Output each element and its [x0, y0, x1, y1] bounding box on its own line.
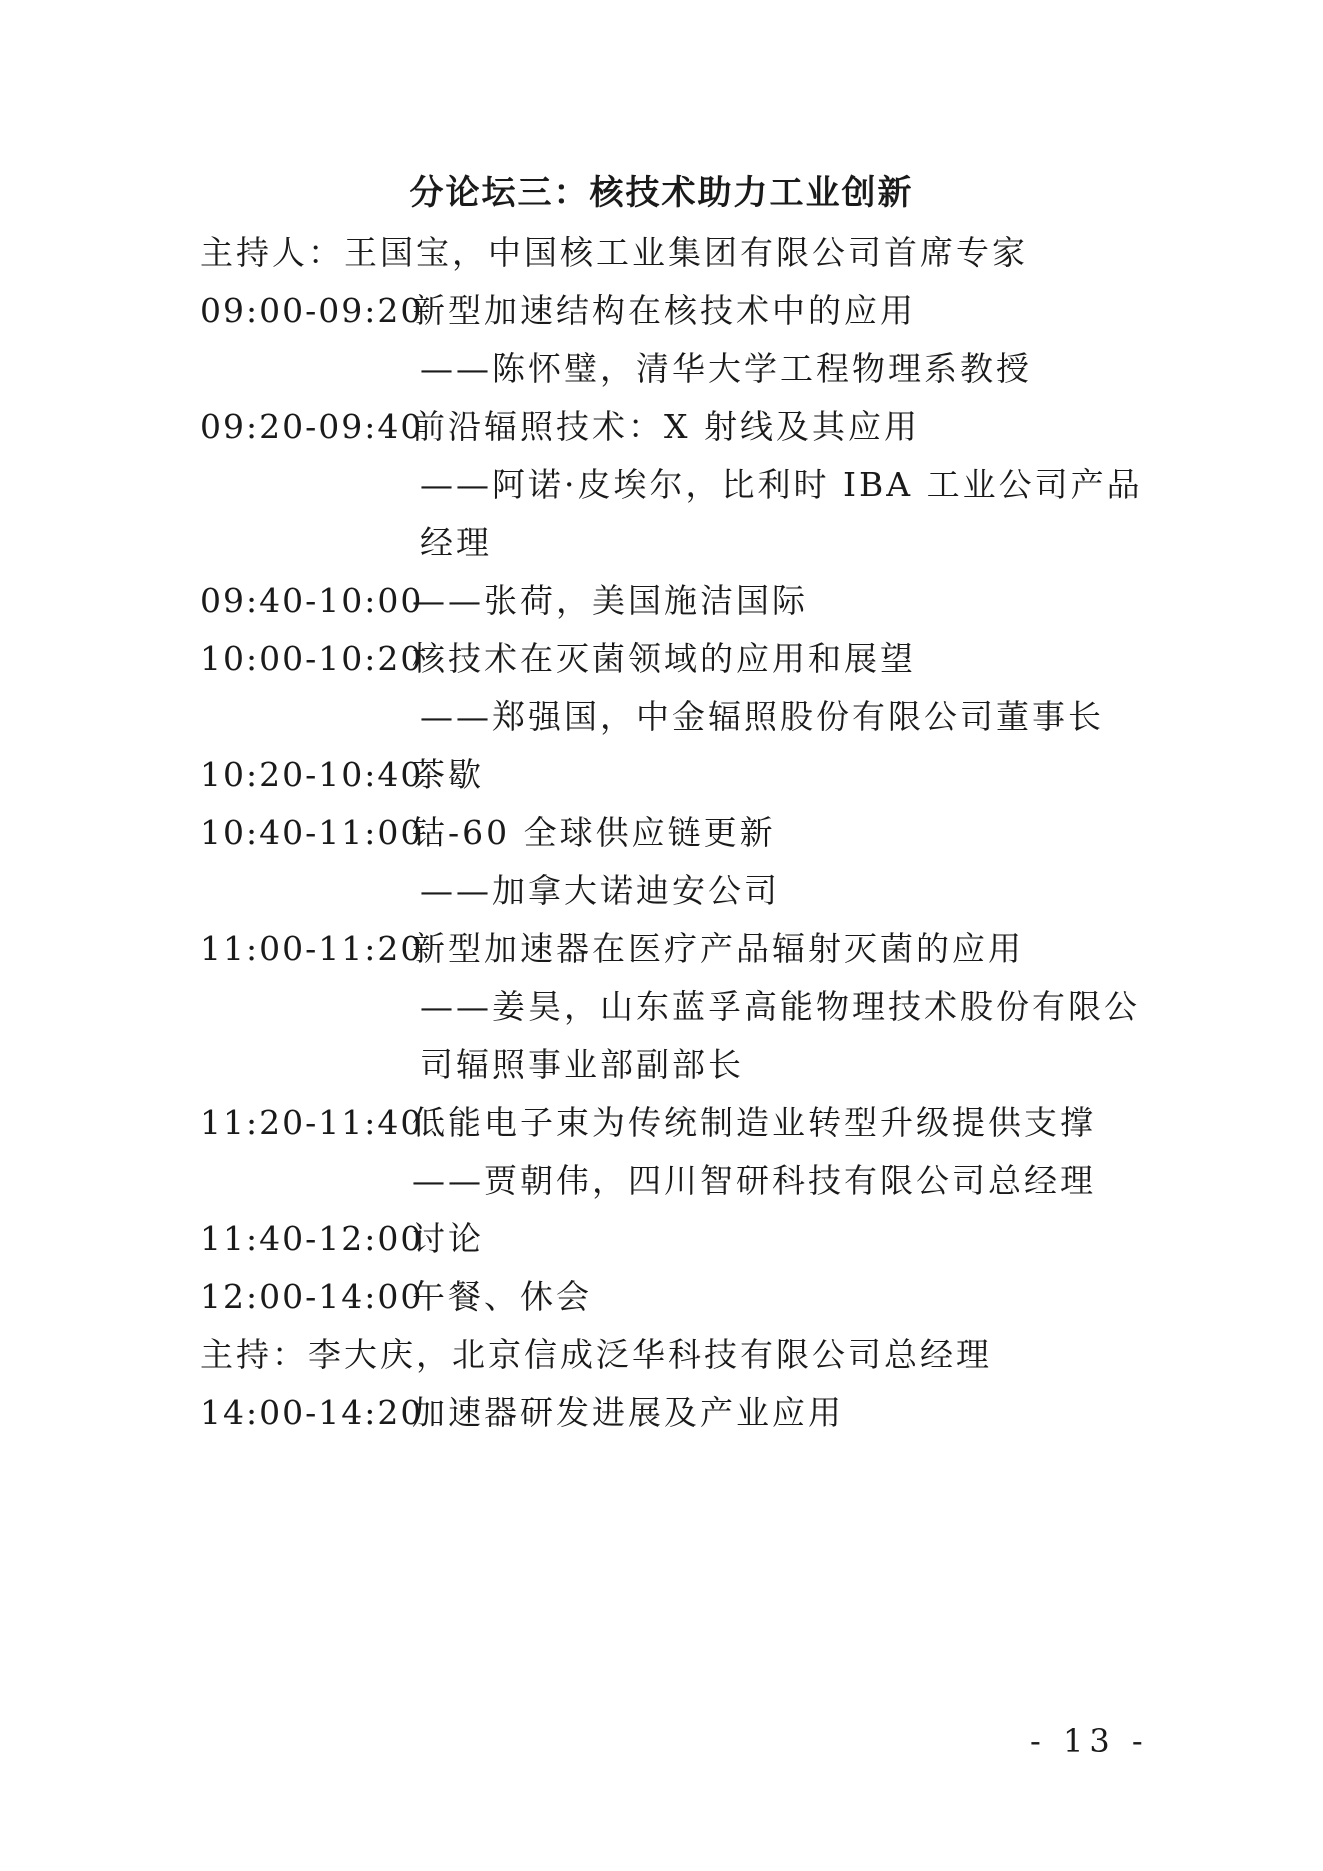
page-title: 分论坛三：核技术助力工业创新: [409, 173, 914, 213]
agenda-item: [200, 286, 916, 336]
session-topic: 核技术在灭菌领域的应用和展望: [412, 639, 916, 678]
agenda-item: [200, 750, 484, 800]
agenda-item: [200, 402, 920, 452]
agenda-item: [200, 808, 776, 858]
agenda-item: [200, 1214, 484, 1264]
session-speaker: ——贾朝伟，四川智研科技有限公司总经理: [412, 1161, 1096, 1200]
host-line-morning: 主持人：王国宝，中国核工业集团有限公司首席专家: [200, 233, 1028, 272]
session-topic: 新型加速器在医疗产品辐射灭菌的应用: [412, 929, 1024, 968]
session-time: 09:40-10:00: [200, 581, 424, 620]
session-topic: 午餐、休会: [412, 1277, 592, 1316]
session-time: 14:00-14:20: [200, 1393, 424, 1432]
session-time: 12:00-14:00: [200, 1277, 424, 1316]
session-speaker-continued: 司辐照事业部副部长: [420, 1045, 744, 1084]
session-time: 10:00-10:20: [200, 639, 424, 678]
session-speaker: ——陈怀璧，清华大学工程物理系教授: [420, 349, 1032, 388]
session-topic: 讨论: [412, 1219, 484, 1258]
session-speaker-continued: 经理: [420, 523, 492, 562]
page-number: - 13 -: [1030, 1722, 1149, 1760]
session-topic: 低能电子束为传统制造业转型升级提供支撑: [412, 1103, 1096, 1142]
session-time: 09:00-09:20: [200, 291, 424, 330]
session-time: 11:40-12:00: [200, 1219, 424, 1258]
agenda-item: [200, 1388, 844, 1438]
session-time: 11:20-11:40: [200, 1103, 424, 1142]
session-topic: 茶歇: [412, 755, 484, 794]
session-speaker: ——加拿大诺迪安公司: [420, 871, 780, 910]
session-topic: 新型加速结构在核技术中的应用: [412, 291, 916, 330]
session-time: 11:00-11:20: [200, 929, 424, 968]
session-speaker: ——阿诺·皮埃尔，比利时 IBA 工业公司产品: [420, 465, 1143, 504]
agenda-item: [200, 1272, 592, 1322]
agenda-item: [200, 924, 1024, 974]
session-time: 10:20-10:40: [200, 755, 424, 794]
session-topic: 钴-60 全球供应链更新: [412, 813, 776, 852]
session-topic: ——张荷，美国施洁国际: [412, 581, 808, 620]
session-speaker: ——郑强国，中金辐照股份有限公司董事长: [420, 697, 1104, 736]
session-topic: 前沿辐照技术：X 射线及其应用: [412, 407, 920, 446]
agenda-item: [200, 634, 916, 684]
session-topic: 加速器研发进展及产业应用: [412, 1393, 844, 1432]
agenda-item: [200, 1098, 1096, 1148]
session-time: 09:20-09:40: [200, 407, 424, 446]
host-line-afternoon: 主持：李大庆，北京信成泛华科技有限公司总经理: [200, 1335, 992, 1374]
session-time: 10:40-11:00: [200, 813, 424, 852]
agenda-item: [200, 576, 808, 626]
session-speaker: ——姜昊，山东蓝孚高能物理技术股份有限公: [420, 987, 1140, 1026]
